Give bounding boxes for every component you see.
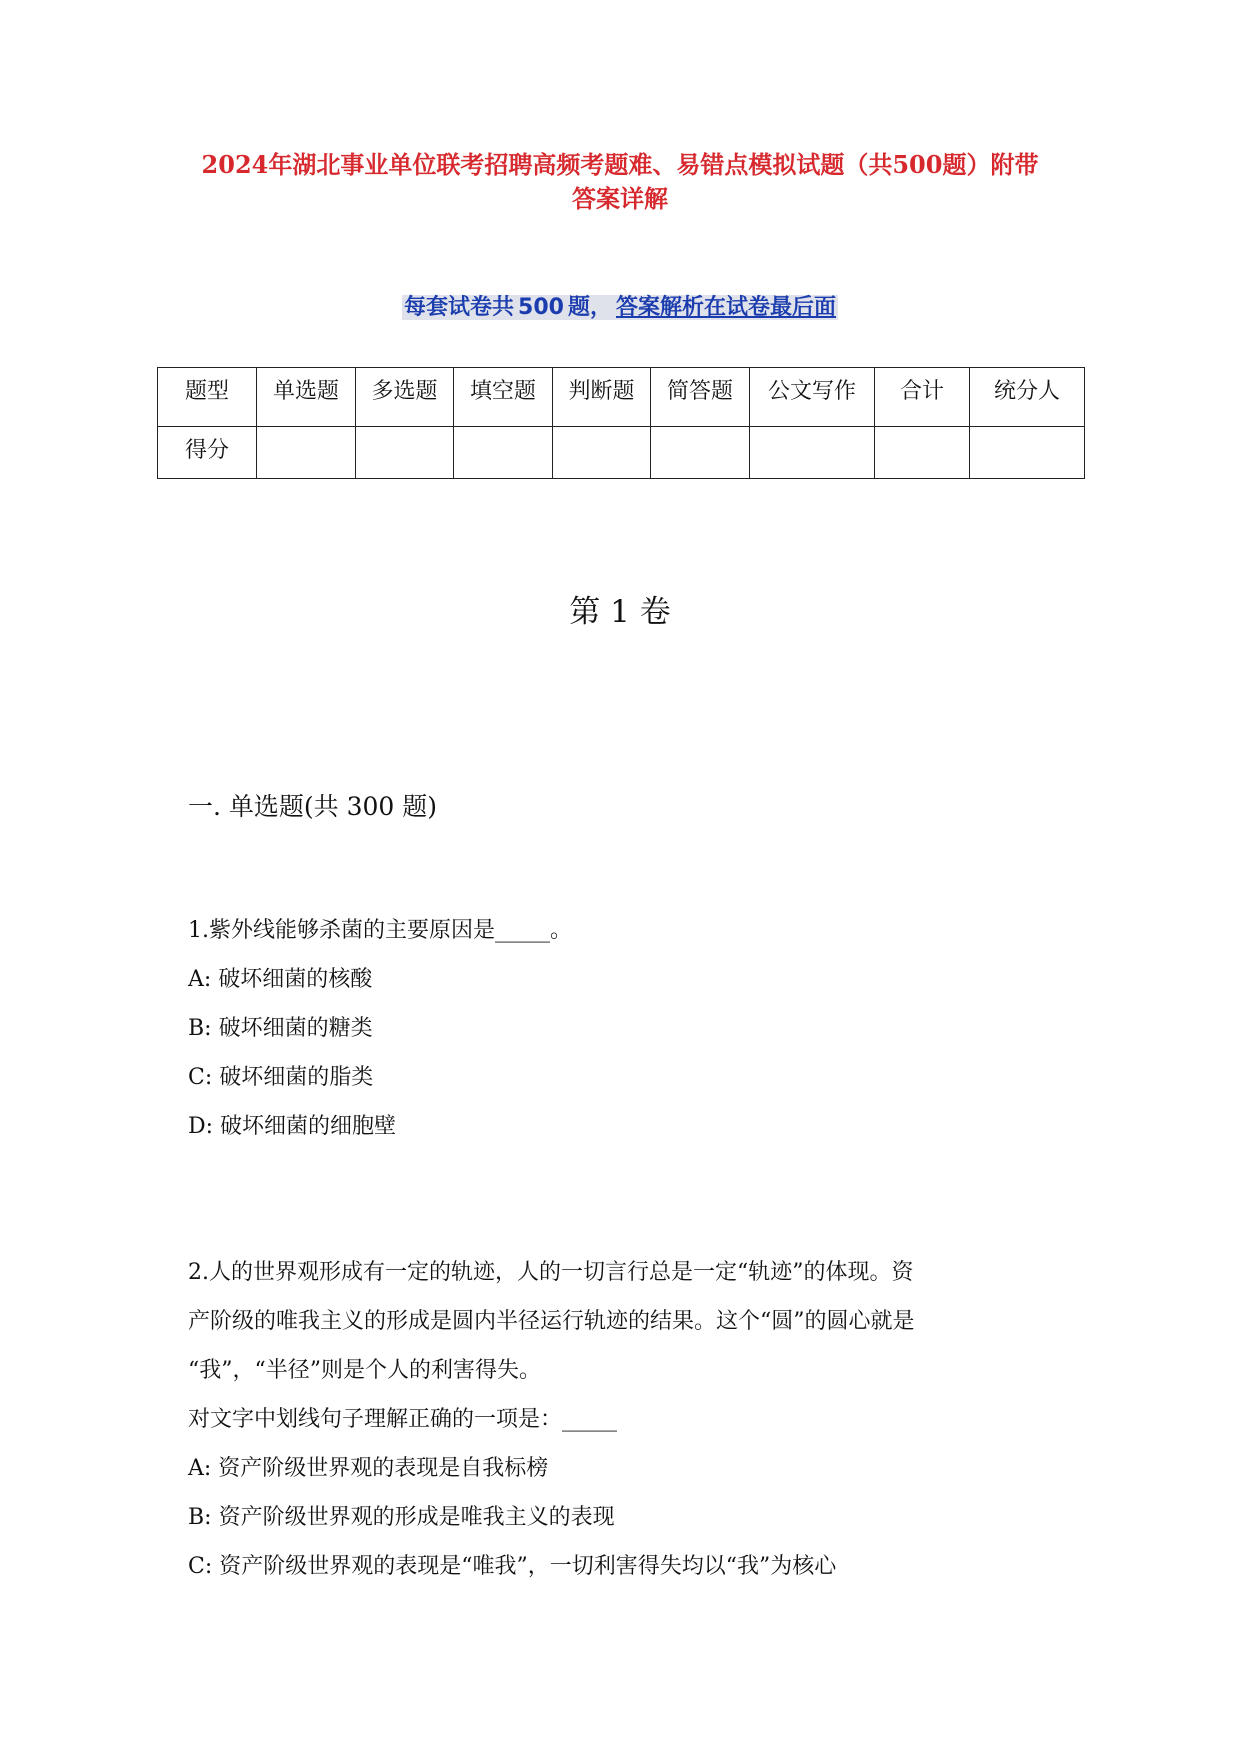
section-title: 一. 单选题(共 300 题) [188,792,438,821]
score-row-label: 得分 [158,427,257,479]
subtitle-part-c: 题， [567,295,612,320]
subtitle-part-a: 每套试卷共 [404,295,515,320]
question-2-stem-line: 对文字中划线句子理解正确的一项是：_____ [188,1407,618,1432]
score-cell[interactable] [454,427,553,479]
document-title [150,148,1090,216]
question-1 [188,906,572,1151]
question-2-stem-line: “我”，“半径”则是个人的利害得失。 [188,1358,541,1383]
question-2-option-b: B: 资产阶级世界观的形成是唯我主义的表现 [188,1505,615,1530]
question-1-stem: 1.紫外线能够杀菌的主要原因是_____。 [188,918,572,943]
subtitle [0,292,1240,324]
header-cell: 合计 [875,368,970,427]
header-cell: 统分人 [970,368,1085,427]
score-cell[interactable] [651,427,750,479]
header-cell: 判断题 [553,368,651,427]
question-1-option-d: D: 破坏细菌的细胞壁 [188,1114,397,1139]
score-cell[interactable] [875,427,970,479]
title-line-2: 答案详解 [572,184,668,213]
question-1-option-b: B: 破坏细菌的糖类 [188,1016,373,1041]
question-1-option-a: A: 破坏细菌的核酸 [188,967,373,992]
question-2-stem-line: 2.人的世界观形成有一定的轨迹，人的一切言行总是一定“轨迹”的体现。资 [188,1260,914,1285]
header-cell: 多选题 [356,368,454,427]
answer-location-link[interactable]: 答案解析在试卷最后面 [615,295,836,320]
question-2-stem-line: 产阶级的唯我主义的形成是圆内半径运行轨迹的结果。这个“圆”的圆心就是 [188,1309,915,1334]
score-cell[interactable] [970,427,1085,479]
question-2-option-c: C: 资产阶级世界观的表现是“唯我”，一切利害得失均以“我”为核心 [188,1554,837,1579]
header-cell: 题型 [158,368,257,427]
score-row [158,427,1085,479]
score-cell[interactable] [356,427,454,479]
question-1-option-c: C: 破坏细菌的脂类 [188,1065,374,1090]
question-2-option-a: A: 资产阶级世界观的表现是自我标榜 [188,1456,549,1481]
header-cell: 单选题 [257,368,356,427]
title-line-1: 2024年湖北事业单位联考招聘高频考题难、易错点模拟试题（共500题）附带 [201,150,1039,179]
score-cell[interactable] [750,427,875,479]
score-table-header-row [158,368,1085,427]
subtitle-count: 500 [518,295,564,320]
header-cell: 简答题 [651,368,750,427]
score-cell[interactable] [553,427,651,479]
score-cell[interactable] [257,427,356,479]
header-cell: 公文写作 [750,368,875,427]
header-cell: 填空题 [454,368,553,427]
question-2 [188,1248,915,1591]
score-table [157,367,1085,479]
volume-title: 第 1 卷 [569,594,671,630]
